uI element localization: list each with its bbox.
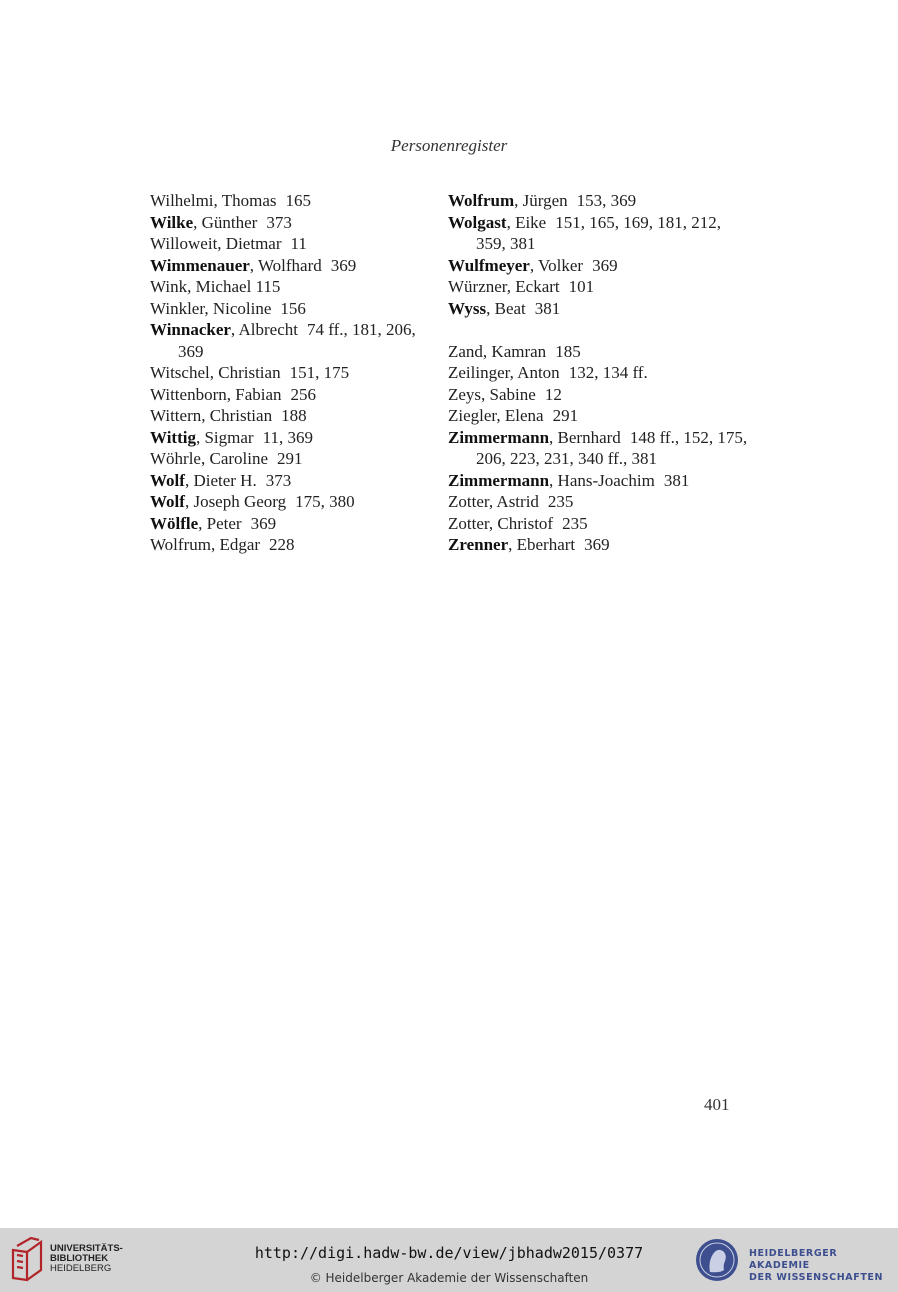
entry-name: Wittern, Christian xyxy=(150,406,273,425)
entry-pages: 291 xyxy=(277,449,303,468)
entry-surname-bold: Wyss xyxy=(448,298,487,318)
index-entry xyxy=(150,448,442,470)
entry-surname-bold: Wittig xyxy=(150,427,196,447)
copyright-notice: © Heidelberger Akademie der Wissenschaften xyxy=(309,1271,589,1285)
library-line-1: UNIVERSITÄTS- xyxy=(50,1243,123,1254)
academy-name xyxy=(749,1248,898,1284)
entry-name: , Joseph Georg xyxy=(184,492,287,511)
entry-name: Wittenborn, Fabian xyxy=(150,384,282,404)
entry-name: Würzner, Eckart xyxy=(448,277,560,296)
entry-pages: 369 xyxy=(250,513,277,533)
entry-name: Wöhrle, Caroline xyxy=(150,449,269,468)
entry-name: Zand, Kamran xyxy=(448,341,547,361)
entry-pages: 373 xyxy=(265,470,292,490)
entry-pages: 188 xyxy=(281,406,307,425)
index-entry xyxy=(448,341,748,363)
index-entry xyxy=(448,405,748,427)
page-number: 401 xyxy=(704,1095,730,1114)
entry-name: , Günther xyxy=(193,212,258,232)
index-entry xyxy=(150,534,442,556)
entry-pages: 235 xyxy=(562,513,588,533)
entry-surname-bold: Wimmenauer xyxy=(150,255,250,275)
entry-name: , Jürgen xyxy=(514,191,568,210)
entry-name: , Beat xyxy=(486,298,526,318)
index-entry xyxy=(448,190,748,212)
entry-pages: 228 xyxy=(269,535,295,554)
entry-pages: 369 xyxy=(592,255,618,275)
index-column-left xyxy=(150,190,442,556)
entry-pages: 151, 175 xyxy=(289,363,350,382)
index-entry xyxy=(150,513,442,535)
index-entry xyxy=(150,255,442,277)
entry-pages: 381 xyxy=(663,470,690,490)
entry-surname-bold: Wolgast xyxy=(448,212,507,232)
index-entry xyxy=(150,491,442,513)
entry-name: Zotter, Astrid xyxy=(448,492,539,511)
index-entry xyxy=(150,233,442,255)
index-entry xyxy=(448,212,748,255)
entry-name: Winkler, Nicoline xyxy=(150,298,272,318)
index-column-right xyxy=(448,190,748,556)
entry-name: Zeys, Sabine xyxy=(448,384,536,404)
entry-name: , Albrecht xyxy=(230,320,298,339)
entry-pages: 101 xyxy=(568,277,595,296)
index-entry xyxy=(448,513,748,535)
entry-pages: 12 xyxy=(544,384,562,404)
entry-pages: 373 xyxy=(266,212,292,232)
entry-surname-bold: Wölfle xyxy=(150,513,199,533)
index-entry xyxy=(448,491,748,513)
index-entry xyxy=(150,405,442,427)
index-entry xyxy=(150,298,442,320)
entry-pages: 151, 165, 169, 181, 212, 359, 381 xyxy=(476,212,721,253)
entry-surname-bold: Zimmermann xyxy=(448,470,550,490)
entry-pages: 11, 369 xyxy=(262,427,313,447)
entry-name: , Bernhard xyxy=(549,427,621,447)
index-entry xyxy=(448,362,748,384)
index-entry xyxy=(150,362,442,384)
entry-name: , Eike xyxy=(506,212,547,232)
entry-pages: 11 xyxy=(290,234,307,253)
entry-pages: 256 xyxy=(290,384,317,404)
entry-name: , Sigmar xyxy=(195,427,254,447)
index-entry xyxy=(150,384,442,406)
entry-surname-bold: Wolf xyxy=(150,492,185,511)
entry-pages: 74 ff., 181, 206, 369 xyxy=(178,320,416,361)
academy-seal-icon xyxy=(694,1236,740,1284)
entry-surname-bold: Wolf xyxy=(150,470,185,490)
entry-pages: 153, 369 xyxy=(576,191,637,210)
index-entry xyxy=(150,190,442,212)
entry-name: , Eberhart xyxy=(508,535,576,554)
index-entry xyxy=(150,212,442,234)
index-entry xyxy=(150,470,442,492)
entry-surname-bold: Zrenner xyxy=(448,535,509,554)
permalink-url[interactable]: http://digi.hadw-bw.de/view/jbhadw2015/0377 xyxy=(254,1244,644,1262)
index-entry xyxy=(150,427,442,449)
entry-name: , Dieter H. xyxy=(184,470,257,490)
entry-name: , Peter xyxy=(198,513,242,533)
entry-name: Zeilinger, Anton xyxy=(448,363,560,382)
entry-surname-bold: Zimmermann xyxy=(448,427,550,447)
entry-surname-bold: Wulfmeyer xyxy=(448,255,530,275)
entry-name: , Wolfhard xyxy=(249,255,322,275)
index-entry xyxy=(448,298,748,320)
entry-name: Witschel, Christian xyxy=(150,363,281,382)
academy-line-1: HEIDELBERGER AKADEMIE xyxy=(749,1248,838,1271)
library-line-3: HEIDELBERG xyxy=(50,1263,112,1274)
entry-name: Wolfrum, Edgar xyxy=(150,535,261,554)
entry-name: , Hans-Joachim xyxy=(549,470,655,490)
entry-pages: 381 xyxy=(534,298,561,318)
entry-pages: 369 xyxy=(584,535,610,554)
index-entry xyxy=(150,276,442,298)
entry-name: Wilhelmi, Thomas xyxy=(150,191,277,210)
index-entry xyxy=(448,276,748,298)
entry-pages: 132, 134 ff. xyxy=(568,363,648,382)
library-line-2: BIBLIOTHEK xyxy=(50,1253,109,1264)
entry-surname-bold: Wolfrum xyxy=(448,191,515,210)
index-entry xyxy=(448,255,748,277)
index-entry xyxy=(448,427,748,470)
entry-pages: 156 xyxy=(280,298,306,318)
entry-pages: 185 xyxy=(555,341,581,361)
entry-pages: 148 ff., 152, 175, 206, 223, 231, 340 ff., 381 xyxy=(476,427,748,468)
entry-surname-bold: Wilke xyxy=(150,212,194,232)
academy-line-2: DER WISSENSCHAFTEN xyxy=(749,1272,884,1283)
entry-name: Willoweit, Dietmar xyxy=(150,234,282,253)
index-entry xyxy=(448,534,748,556)
entry-surname-bold: Winnacker xyxy=(150,320,231,339)
running-title: Personenregister xyxy=(390,136,508,155)
index-entry xyxy=(448,470,748,492)
footer-bar xyxy=(0,1228,898,1292)
entry-name: , Volker xyxy=(529,255,584,275)
entry-pages: 369 xyxy=(330,255,357,275)
entry-pages: 175, 380 xyxy=(295,492,355,511)
entry-name: Ziegler, Elena xyxy=(448,406,544,425)
index-entry xyxy=(448,384,748,406)
index-entry xyxy=(150,319,442,362)
entry-name: Wink, Michael 115 xyxy=(150,277,281,296)
entry-pages: 291 xyxy=(552,406,579,425)
entry-name: Zotter, Christof xyxy=(448,513,554,533)
entry-pages: 165 xyxy=(285,191,311,210)
entry-pages: 235 xyxy=(547,492,574,511)
